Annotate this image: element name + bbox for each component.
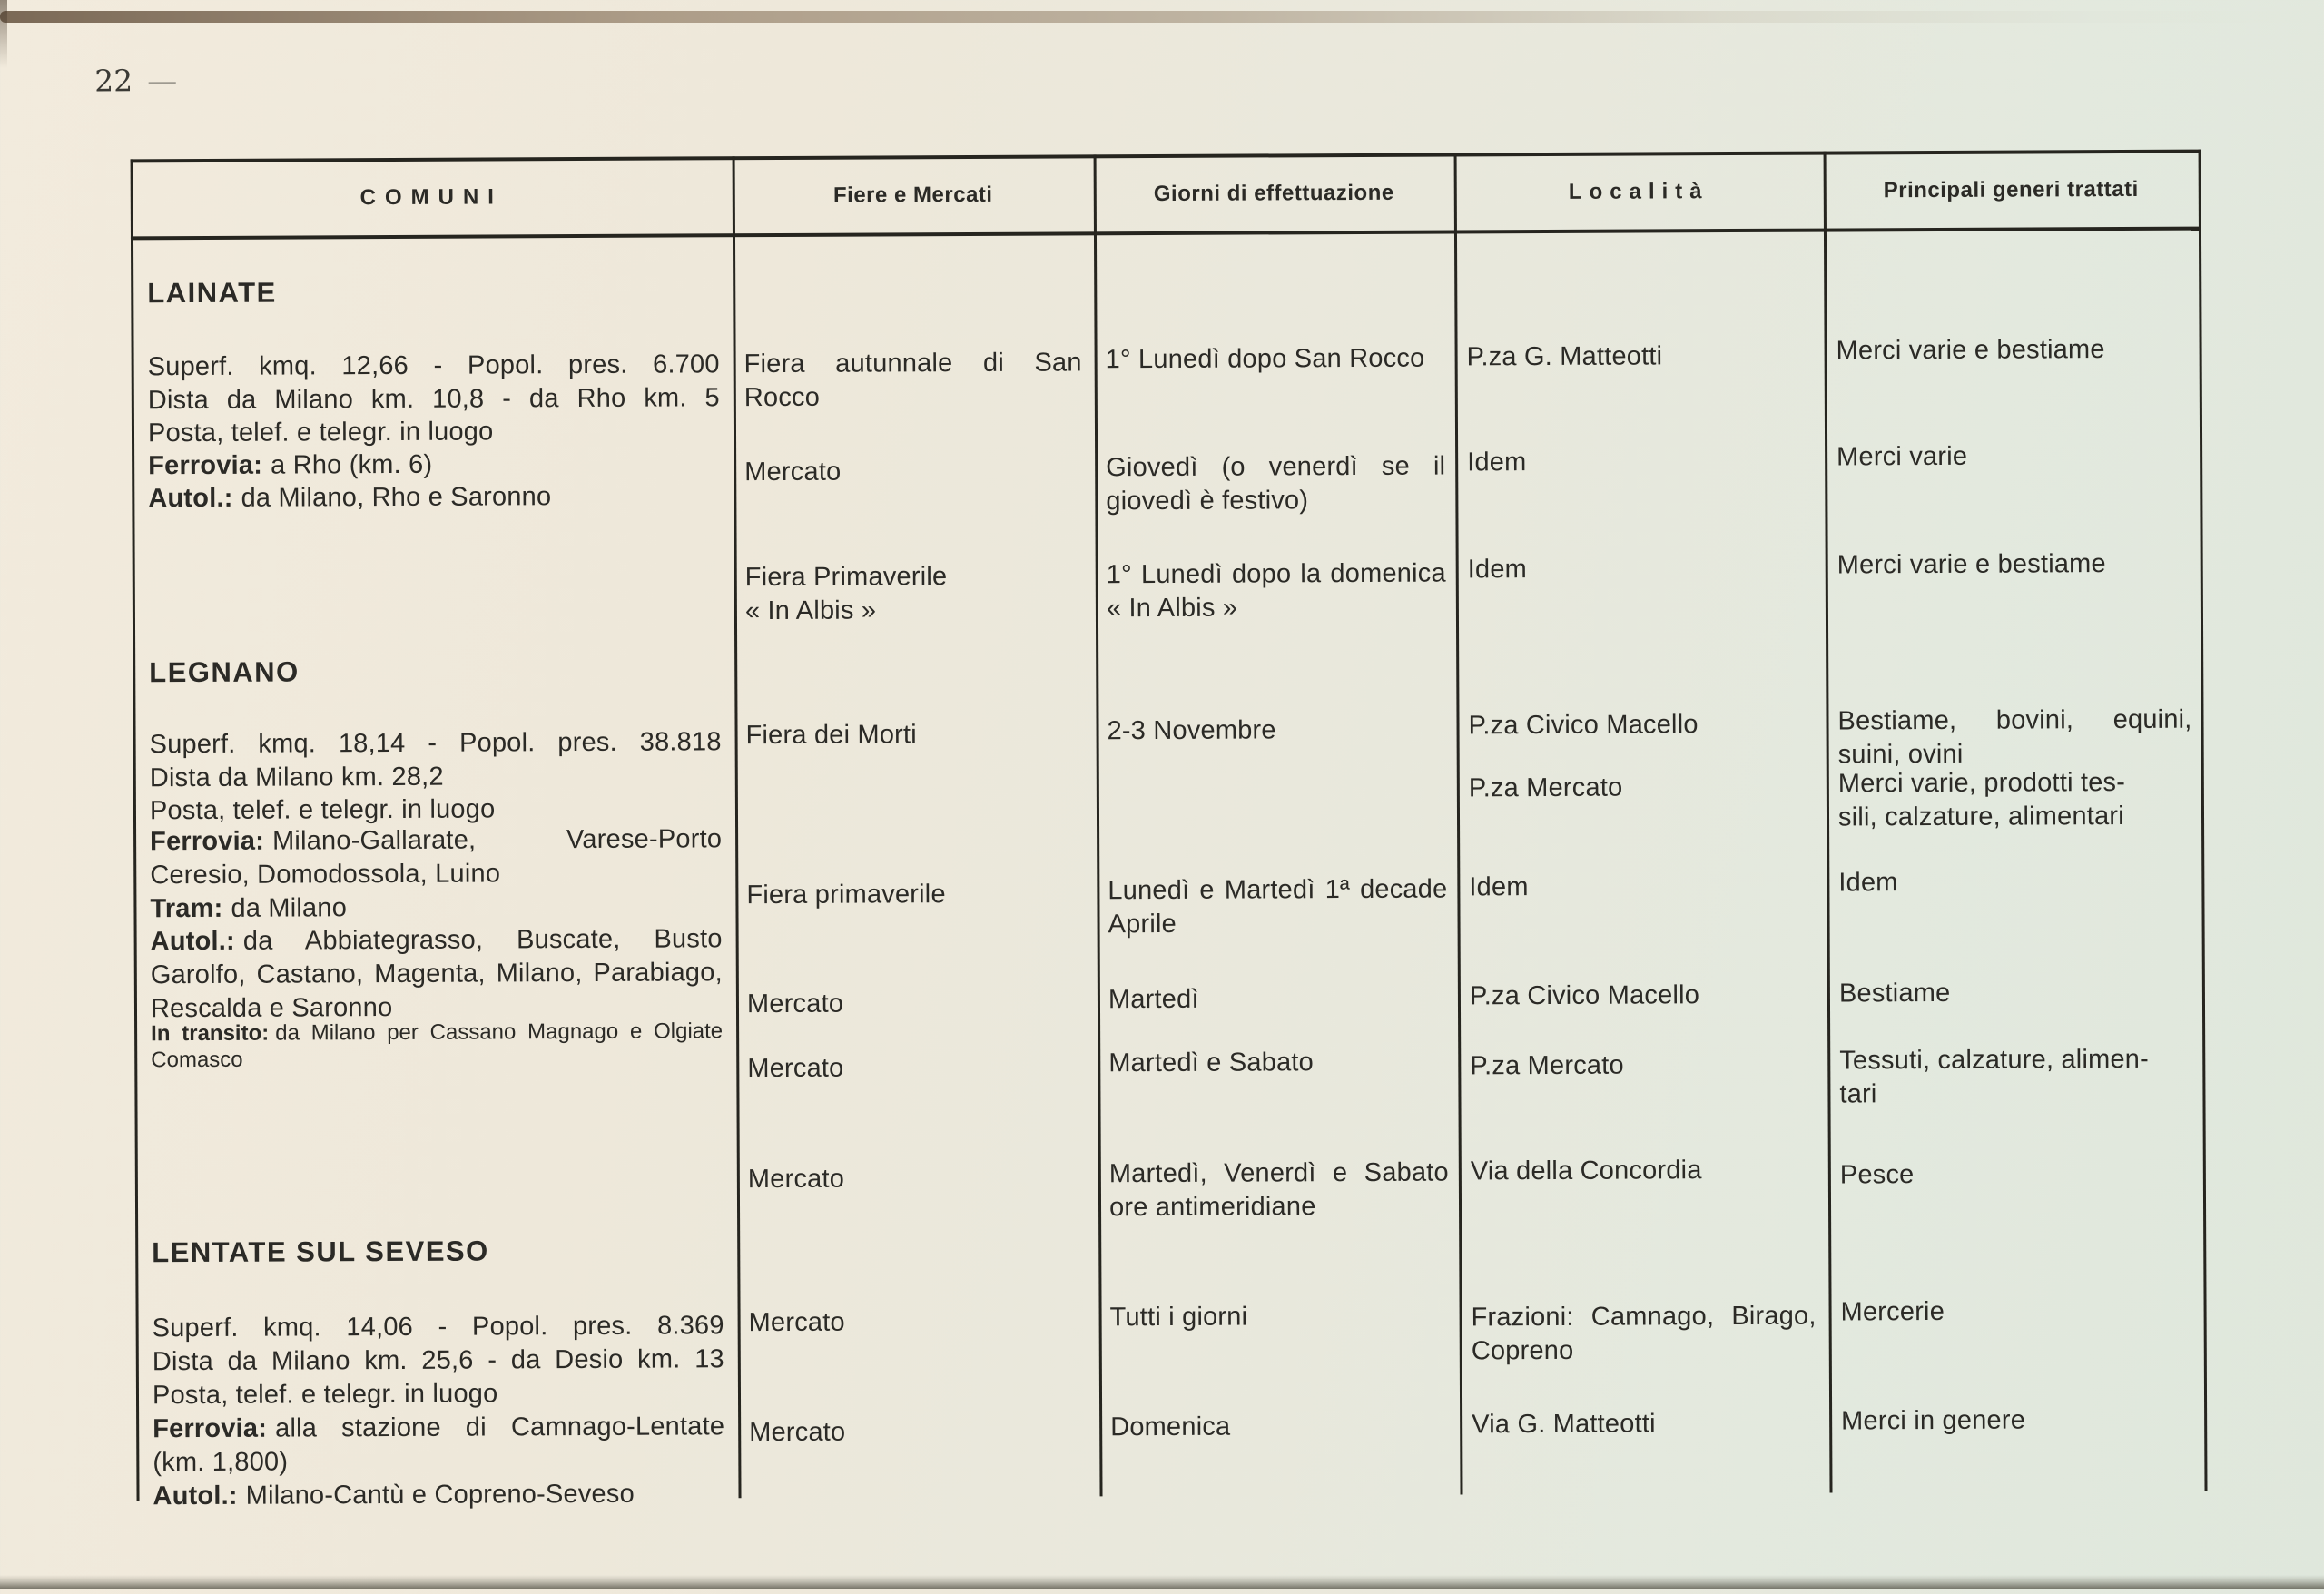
comune-info-line: Dista da Milano km. 28,2 bbox=[149, 762, 444, 793]
page-number bbox=[94, 63, 177, 98]
info-label: Ferrovia: bbox=[148, 450, 263, 481]
table-header-rule bbox=[131, 227, 2201, 241]
giorni-cell: Giovedì (o venerdì se il giovedì è festivo) bbox=[1106, 451, 1446, 517]
giorni-cell: 1° Lunedì dopo San Rocco bbox=[1105, 343, 1425, 375]
info-label: Autol.: bbox=[153, 1481, 238, 1511]
giorni-cell: Martedì bbox=[1108, 984, 1199, 1015]
comune-name: LAINATE bbox=[147, 276, 277, 310]
comune-info-line: Dista da Milano km. 25,6 - da Desio km. 13 bbox=[152, 1344, 724, 1377]
table-left-rule bbox=[131, 159, 140, 1501]
table-col-rule-2 bbox=[1094, 154, 1103, 1496]
comune-info-line: Superf. kmq. 12,66 - Popol. pres. 6.700 bbox=[147, 349, 720, 382]
generi-cell: Idem bbox=[1838, 868, 1898, 898]
comune-info-line: Ferrovia: Milano-Gallarate, Varese-Porto Ceresio, Domodossola, Luino bbox=[150, 824, 723, 890]
localita-cell: P.za Mercato bbox=[1470, 1050, 1624, 1081]
column-header-localita: Località bbox=[1568, 179, 1709, 204]
comune-info-line: Autol.: da Abbiategrasso, Buscate, Busto Garolfo, Castano, Magenta, Milano, Parabiago, Rescalda e Saronno bbox=[150, 924, 723, 1024]
column-header-fiere: Fiere e Mercati bbox=[832, 182, 993, 208]
generi-cell: Merci varie e bestiame bbox=[1837, 549, 2106, 580]
giorni-cell: Domenica bbox=[1110, 1412, 1231, 1442]
page-number-value: 22 bbox=[94, 63, 133, 99]
comune-name: LEGNANO bbox=[149, 655, 300, 689]
page-number-dash: — bbox=[147, 63, 178, 99]
comune-info-line: Autol.: Milano-Cantù e Copreno-Seveso bbox=[153, 1479, 635, 1511]
comune-info-line: Posta, telef. e telegr. in luogo bbox=[147, 417, 494, 448]
comune-info-line: Superf. kmq. 14,06 - Popol. pres. 8.369 bbox=[152, 1311, 724, 1343]
localita-cell: Idem bbox=[1467, 448, 1527, 477]
fiera-cell: Mercato bbox=[744, 457, 842, 487]
comune-info-line: Autol.: da Milano, Rho e Saronno bbox=[148, 482, 552, 514]
generi-cell: Merci varie e bestiame bbox=[1836, 335, 2105, 366]
table-top-rule bbox=[131, 150, 2201, 163]
localita-cell: Idem bbox=[1467, 555, 1528, 585]
comune-info-line: Ferrovia: a Rho (km. 6) bbox=[148, 449, 433, 481]
column-header-giorni: Giorni di effettuazione bbox=[1153, 180, 1394, 207]
fiera-cell: Mercato bbox=[749, 1417, 846, 1448]
fiera-cell: Mercato bbox=[748, 1307, 845, 1338]
fiera-cell: Mercato bbox=[746, 989, 844, 1019]
comune-info-line-transito: In transito: da Milano per Cassano Magnago e Olgiate Comasco bbox=[151, 1018, 724, 1073]
fiera-cell: Fiera primaverile bbox=[746, 880, 946, 910]
comune-info-line: Dista da Milano km. 10,8 - da Rho km. 5 bbox=[147, 383, 720, 416]
localita-cell: Idem bbox=[1469, 872, 1529, 902]
comune-info-line: Tram: da Milano bbox=[150, 893, 348, 924]
fiera-cell: Fiera autunnale di San Rocco bbox=[743, 348, 1082, 413]
generi-cell: Bestiame, bovini, equini, suini, ovini bbox=[1837, 704, 2192, 770]
info-label: In transito: bbox=[151, 1020, 270, 1047]
generi-cell-2: Merci varie, prodotti tes- sili, calzature, alimentari bbox=[1837, 767, 2126, 832]
localita-cell: Via G. Matteotti bbox=[1472, 1409, 1656, 1440]
comune-info-line: Superf. kmq. 18,14 - Popol. pres. 38.818 bbox=[149, 727, 722, 760]
localita-cell: Frazioni: Camnago, Birago, Copreno bbox=[1471, 1301, 1817, 1366]
info-label: Autol.: bbox=[148, 483, 233, 514]
generi-cell: Bestiame bbox=[1838, 978, 1951, 1009]
generi-cell: Merci in genere bbox=[1841, 1405, 2026, 1436]
fiera-cell: Fiera dei Morti bbox=[745, 720, 917, 751]
generi-cell: Pesce bbox=[1839, 1160, 1915, 1190]
fiera-cell: Mercato bbox=[747, 1053, 844, 1084]
giorni-cell: Martedì e Sabato bbox=[1108, 1048, 1315, 1078]
info-label: Ferrovia: bbox=[150, 826, 265, 857]
generi-cell: Tessuti, calzature, alimen- tari bbox=[1839, 1044, 2150, 1109]
table-right-rule bbox=[2199, 150, 2208, 1491]
column-header-comuni: COMUNI bbox=[359, 184, 503, 211]
info-label: Tram: bbox=[150, 893, 223, 924]
localita-cell: P.za Civico Macello bbox=[1468, 710, 1699, 741]
fiera-cell: Fiera Primaverile « In Albis » bbox=[744, 562, 948, 626]
localita-cell: P.za G. Matteotti bbox=[1466, 341, 1663, 372]
column-header-generi: Principali generi trattati bbox=[1883, 176, 2139, 203]
giorni-cell: Tutti i giorni bbox=[1109, 1302, 1248, 1333]
giorni-cell: 1° Lunedì dopo la domenica « In Albis » bbox=[1106, 558, 1446, 624]
table-col-rule-3 bbox=[1454, 153, 1463, 1494]
fiera-cell: Mercato bbox=[747, 1164, 845, 1195]
localita-cell: Via della Concordia bbox=[1470, 1156, 1702, 1186]
table-col-rule-4 bbox=[1824, 152, 1833, 1493]
comune-info-line: Ferrovia: alla stazione di Camnago-Lentate (km. 1,800) bbox=[153, 1412, 725, 1478]
generi-cell: Mercerie bbox=[1840, 1296, 1945, 1327]
info-label: Ferrovia: bbox=[153, 1413, 268, 1444]
comune-name: LENTATE SUL SEVESO bbox=[152, 1235, 489, 1269]
generi-cell: Merci varie bbox=[1837, 441, 1968, 472]
localita-cell-2: P.za Mercato bbox=[1468, 772, 1623, 803]
giorni-cell: Martedì, Venerdì e Sabato ore antimeridiane bbox=[1108, 1157, 1449, 1223]
comune-info-line: Posta, telef. e telegr. in luogo bbox=[149, 794, 496, 826]
giorni-cell: 2-3 Novembre bbox=[1107, 715, 1276, 746]
giorni-cell: Lunedì e Martedì 1ª decade Aprile bbox=[1108, 874, 1448, 940]
info-label: Autol.: bbox=[150, 926, 235, 957]
table-col-rule-1 bbox=[733, 156, 742, 1498]
comune-info-line: Posta, telef. e telegr. in luogo bbox=[152, 1379, 498, 1411]
localita-cell: P.za Civico Macello bbox=[1469, 980, 1700, 1011]
